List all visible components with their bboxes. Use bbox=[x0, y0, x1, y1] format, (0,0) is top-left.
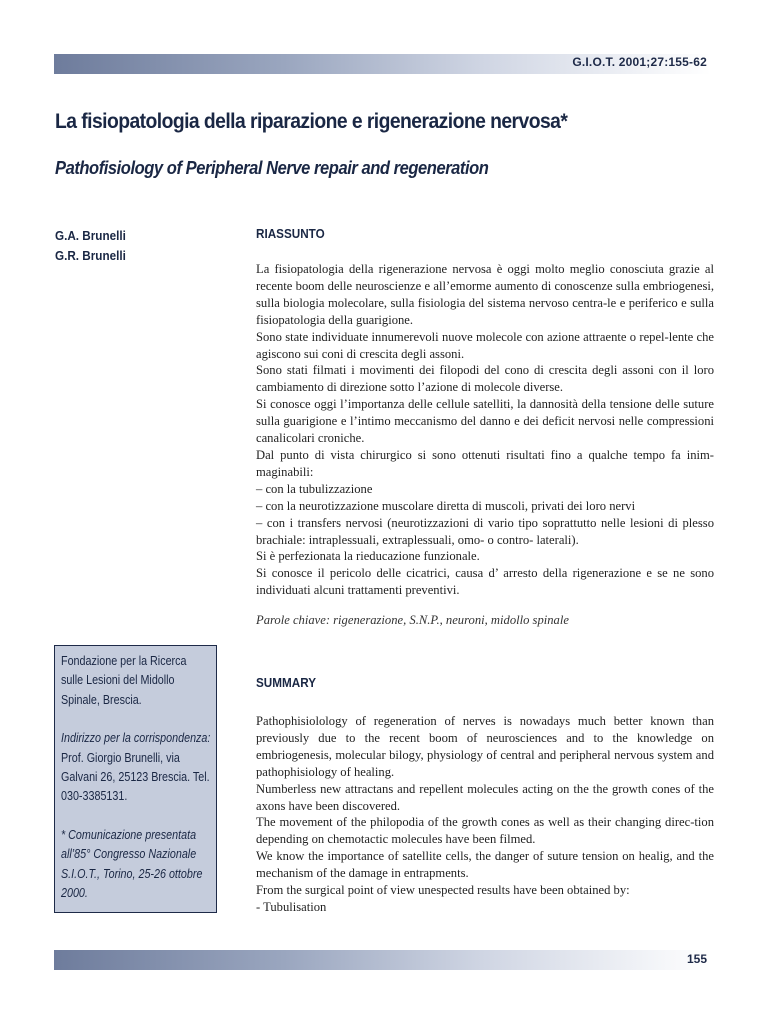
footer-band bbox=[54, 950, 711, 970]
correspondence-address: Prof. Giorgio Brunelli, via Galvani 26, 25123 Brescia. Tel. 030-3385131. bbox=[61, 750, 210, 804]
paragraph: Numberless new attractans and repellent molecules acting on the the growth cones of the axons have been discovered. bbox=[256, 781, 714, 813]
journal-citation: G.I.O.T. 2001;27:155-62 bbox=[572, 55, 707, 69]
paragraph: Sono stati filmati i movimenti dei filopodi del cono di crescita degli assoni con il loro cambiamento di direzione sotto l’azione di molecole diverse. bbox=[256, 363, 714, 395]
summary-heading: SUMMARY bbox=[256, 675, 317, 690]
paragraph: Si conosce oggi l’importanza delle cellule satelliti, la dannosità della tensione delle suture sulla guarigione e l’intimo meccanismo del danno e dei deficit nervosi nelle compressioni canalicolari croniche. bbox=[256, 397, 714, 446]
paragraph: From the surgical point of view unespected results have been obtained by: bbox=[256, 883, 630, 898]
congress-note: * Comunicazione presentata all’85° Congresso Nazionale S.I.O.T., Torino, 25-26 ottobre 2000. bbox=[61, 827, 203, 901]
riassunto-body bbox=[256, 261, 714, 599]
author: G.R. Brunelli bbox=[55, 248, 126, 263]
correspondence-label: Indirizzo per la corrispondenza: bbox=[61, 731, 211, 746]
authors bbox=[55, 226, 126, 266]
paragraph: - Tubulisation bbox=[256, 899, 327, 914]
paragraph: We know the importance of satellite cells, the danger of suture tension on healig, and the mechanism of the damage in entrapments. bbox=[256, 849, 714, 881]
page-number: 155 bbox=[686, 952, 707, 966]
paragraph: Dal punto di vista chirurgico si sono ottenuti risultati fino a qualche tempo fa inim-maginabili: bbox=[256, 447, 714, 479]
author: G.A. Brunelli bbox=[55, 228, 126, 243]
paragraph: The movement of the philopodia of the growth cones as well as their changing direc-tion depending on chemotactic molecules have been filmed. bbox=[256, 815, 714, 847]
author-info-box bbox=[54, 645, 217, 913]
title-english: Pathofisiology of Peripheral Nerve repair and regeneration bbox=[55, 158, 489, 178]
keywords: Parole chiave: rigenerazione, S.N.P., neuroni, midollo spinale bbox=[256, 613, 569, 627]
summary-body bbox=[256, 713, 714, 916]
paragraph: Si è perfezionata la rieducazione funzionale. bbox=[256, 549, 480, 564]
affiliation: Fondazione per la Ricerca sulle Lesioni del Midollo Spinale, Brescia. bbox=[61, 654, 187, 707]
paragraph: Pathophisiolology of regeneration of nerves is nowadays much better known than previously due to the recent boom of neurosciences and to the knowledge on embriogenesis, molecular bilogy, physiology of central and peripheral nervous system and pathophisiology of healing. bbox=[256, 714, 714, 779]
header-band bbox=[54, 54, 711, 74]
paragraph: Si conosce il pericolo delle cicatrici, causa d’ arresto della rigenerazione e se ne sono individuati alcuni trattamenti preventivi. bbox=[256, 566, 714, 598]
paragraph: – con la neurotizzazione muscolare diretta di muscoli, privati dei loro nervi bbox=[256, 498, 636, 513]
paragraph: – con i transfers nervosi (neurotizzazioni di vario tipo soprattutto nelle lesioni di plesso brachiale: intraplessuali, extraplessuali, omo- o contro- laterali). bbox=[256, 515, 714, 547]
riassunto-heading: RIASSUNTO bbox=[256, 226, 325, 241]
paragraph: Sono state individuate innumerevoli nuove molecole con azione attraente o repel-lente che agiscono sui coni di crescita degli assoni. bbox=[256, 329, 714, 361]
paragraph: La fisiopatologia della rigenerazione nervosa è oggi molto meglio conosciuta grazie al recente boom delle neuroscienze e all’emorme aumento di conoscenze sulla embriogenesi, sulla biologia molecolare, sulla fisiologia del sistema nervoso centra-le e periferico e sulla fisiopatologia della guarigione. bbox=[256, 262, 714, 327]
title-italian: La fisiopatologia della riparazione e rigenerazione nervosa* bbox=[55, 110, 568, 133]
paragraph: – con la tubulizzazione bbox=[256, 481, 373, 496]
